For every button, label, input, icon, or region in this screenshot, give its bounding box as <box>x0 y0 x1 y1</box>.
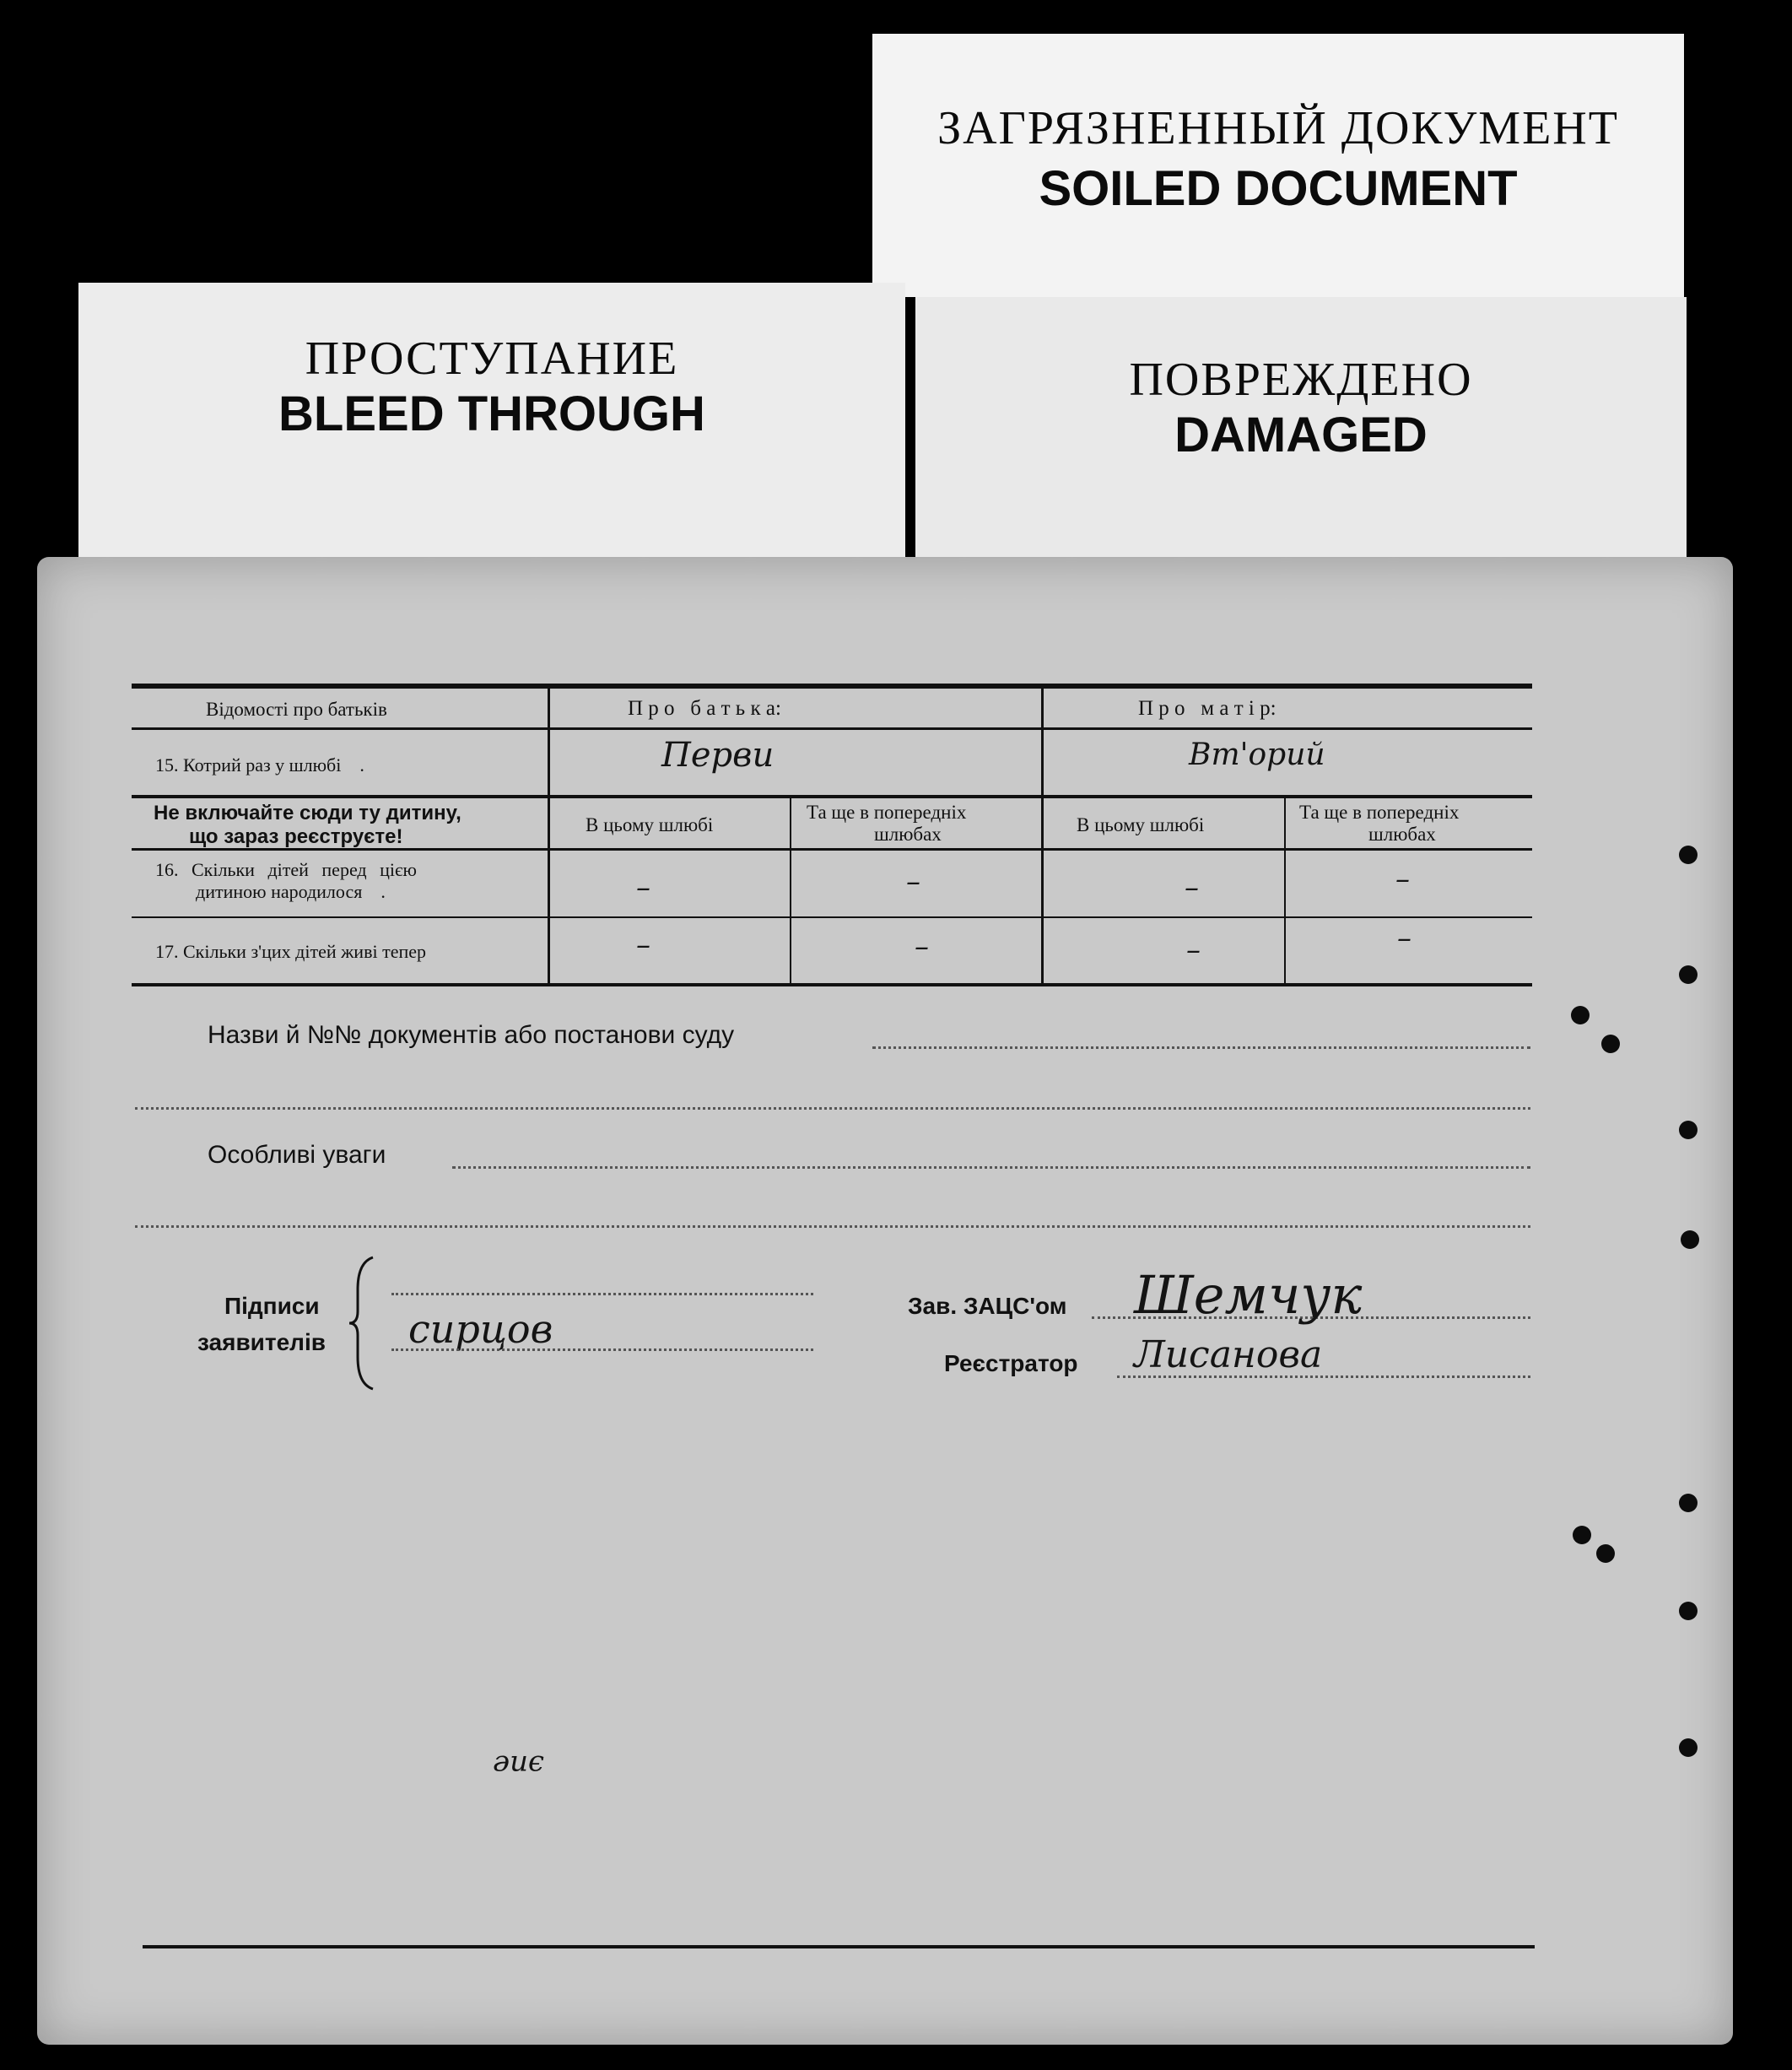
table-col-divider-father <box>790 798 791 984</box>
subheader-father-prev-marriages-1: Та ще в попередніх <box>807 802 967 823</box>
binding-hole <box>1679 1494 1698 1512</box>
row16-father-this: – <box>636 871 650 905</box>
soiled-en-label: SOILED DOCUMENT <box>1039 161 1518 216</box>
row15-label: 15. Котрий раз у шлюбі . <box>155 754 364 776</box>
binding-hole <box>1679 1738 1698 1757</box>
registrar-signature: Лисанова <box>1134 1333 1323 1376</box>
subheader-father-prev-marriages-2: шлюбах <box>874 824 942 845</box>
table-col-divider-2 <box>1041 689 1044 984</box>
bottom-rule <box>143 1945 1535 1948</box>
applicants-signatures-label-1: Підписи <box>224 1293 320 1319</box>
header-about-father: П р о б а т ь к а: <box>628 697 781 720</box>
row15-father-value: Перви <box>661 736 775 775</box>
binding-hole <box>1679 846 1698 864</box>
row17-label: 17. Скільки з'цих дітей живі тепер <box>155 941 426 962</box>
header-parents-info: Відомості про батьків <box>206 699 387 720</box>
applicant-signature-line-2 <box>391 1348 813 1351</box>
special-remarks-line-2 <box>135 1225 1530 1228</box>
binding-hole <box>1679 1602 1698 1620</box>
damaged-ru-label: ПОВРЕЖДЕНО <box>1129 354 1473 406</box>
bleed-ru-label: ПРОСТУПАНИЕ <box>305 332 679 385</box>
table-col-divider-1 <box>548 689 550 984</box>
row16-father-prev: – <box>906 865 920 899</box>
subheader-father-this-marriage: В цьому шлюбі <box>586 814 714 835</box>
damaged-card <box>915 297 1687 567</box>
header-about-mother: П р о м а т і р: <box>1138 697 1277 720</box>
damaged-en-label: DAMAGED <box>1174 408 1428 462</box>
binding-hole <box>1679 1121 1698 1139</box>
soiled-document-card <box>872 34 1684 297</box>
row16-mother-this: – <box>1185 871 1199 905</box>
documents-field-label: Назви й №№ документів або постанови суду <box>208 1021 735 1049</box>
applicant-signature: сирцов <box>408 1306 553 1352</box>
applicants-signatures-label-2: заявителів <box>197 1329 326 1355</box>
stray-handwriting: эпе <box>493 1748 545 1782</box>
head-zags-signature: Шемчук <box>1134 1264 1363 1326</box>
binding-hole <box>1679 965 1698 984</box>
special-remarks-line <box>452 1166 1530 1169</box>
documents-field-line <box>872 1046 1530 1049</box>
soiled-ru-label: ЗАГРЯЗНЕННЫЙ ДОКУМЕНТ <box>937 102 1619 154</box>
table-rule-row15 <box>132 795 1532 798</box>
bleed-through-card <box>78 283 905 570</box>
table-bottom-rule <box>132 983 1532 986</box>
binding-hole <box>1601 1035 1620 1053</box>
table-top-rule <box>132 684 1532 689</box>
special-remarks-label: Особливі уваги <box>208 1141 386 1169</box>
document-sheet <box>37 557 1733 2045</box>
applicant-signature-line-1 <box>391 1293 813 1295</box>
head-zags-label: Зав. ЗАЦС'ом <box>908 1293 1067 1319</box>
subheader-mother-prev-marriages-2: шлюбах <box>1368 824 1436 845</box>
table-col-divider-mother <box>1284 798 1286 984</box>
row17-father-prev: – <box>915 930 929 964</box>
applicants-brace <box>348 1256 381 1391</box>
binding-hole <box>1571 1006 1590 1024</box>
row16-label-line2: дитиною народилося . <box>196 881 386 902</box>
subheader-mother-prev-marriages-1: Та ще в попередніх <box>1299 802 1460 823</box>
table-rule-row16 <box>132 916 1532 918</box>
row15-mother-value: Вт'орий <box>1189 738 1325 772</box>
subheader-note-line2: що зараз реєструєте! <box>189 825 403 848</box>
documents-field-line-2 <box>135 1107 1530 1110</box>
binding-hole <box>1681 1230 1699 1249</box>
row17-father-this: – <box>636 928 650 962</box>
subheader-note-line1: Не включайте сюди ту дитину, <box>154 802 461 824</box>
bleed-en-label: BLEED THROUGH <box>278 386 705 441</box>
row16-label-line1: 16. Скільки дітей перед цією <box>155 859 417 880</box>
row16-mother-prev: – <box>1395 862 1410 896</box>
binding-hole <box>1596 1544 1615 1563</box>
subheader-mother-this-marriage: В цьому шлюбі <box>1077 814 1205 835</box>
row17-mother-this: – <box>1186 933 1201 967</box>
table-rule-header <box>132 727 1532 730</box>
binding-hole <box>1573 1526 1591 1544</box>
row17-mother-prev: – <box>1397 922 1411 955</box>
registrar-label: Реєстратор <box>944 1350 1078 1376</box>
